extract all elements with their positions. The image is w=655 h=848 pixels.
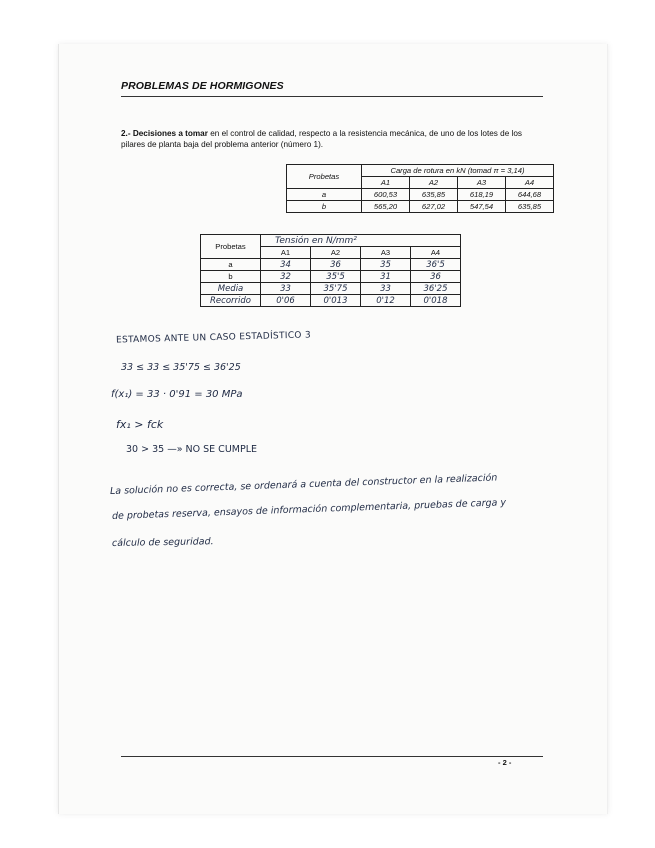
stress-table-caption: Tensión en N/mm² xyxy=(261,235,461,247)
conclusion-line: de probetas reserva, ensayos de información complementaria, pruebas de carga y xyxy=(111,497,507,522)
load-row-label: a xyxy=(287,189,362,201)
table-row xyxy=(201,295,461,307)
table-row xyxy=(287,201,554,213)
table-row xyxy=(201,283,461,295)
stress-cell: 33 xyxy=(261,283,311,295)
load-col-header: A2 xyxy=(410,177,458,189)
stress-cell: 36 xyxy=(411,271,461,283)
stress-row-label: a xyxy=(201,259,261,271)
stress-cell: 0'013 xyxy=(311,295,361,307)
work-line-statistical-case: ESTAMOS ANTE UN CASO ESTADÍSTICO 3 xyxy=(115,330,312,346)
load-cell: 547,54 xyxy=(458,201,506,213)
stress-cell: 0'018 xyxy=(411,295,461,307)
footer-divider xyxy=(121,756,543,757)
stress-cell: 35'5 xyxy=(311,271,361,283)
stress-col-header: A1 xyxy=(261,247,311,259)
problem-text: en el control de calidad, respecto a la resistencia mecánica, de uno de los lotes de los pilares de planta baja del problema anterior (número 1). xyxy=(121,129,522,149)
stress-cell: 36'25 xyxy=(411,283,461,295)
stress-table-row-header: Probetas xyxy=(201,235,261,259)
work-line-result: 30 > 35 —» NO SE CUMPLE xyxy=(126,444,257,455)
page-title: PROBLEMAS DE HORMIGONES xyxy=(121,80,284,92)
load-cell: 635,85 xyxy=(506,201,554,213)
stress-cell: 35'75 xyxy=(311,283,361,295)
load-cell: 644,68 xyxy=(506,189,554,201)
stress-cell: 31 xyxy=(361,271,411,283)
load-cell: 627,02 xyxy=(410,201,458,213)
problem-statement xyxy=(121,128,546,150)
table-row xyxy=(287,189,554,201)
work-line-condition: fx₁ > fck xyxy=(116,418,164,431)
stress-cell: 36'5 xyxy=(411,259,461,271)
stress-cell: 36 xyxy=(311,259,361,271)
conclusion-line: cálculo de seguridad. xyxy=(111,536,214,549)
conclusion-line: La solución no es correcta, se ordenará a cuenta del constructor en la realización xyxy=(109,472,498,497)
stress-col-header: A2 xyxy=(311,247,361,259)
table-row xyxy=(201,259,461,271)
stress-cell: 0'12 xyxy=(361,295,411,307)
load-table xyxy=(286,164,554,213)
stress-row-label: Recorrido xyxy=(201,295,261,307)
load-cell: 600,53 xyxy=(362,189,410,201)
stress-table xyxy=(200,234,461,307)
stress-col-header: A4 xyxy=(411,247,461,259)
work-line-inequality: 33 ≤ 33 ≤ 35'75 ≤ 36'25 xyxy=(121,362,241,373)
load-cell: 618,19 xyxy=(458,189,506,201)
load-table-caption: Carga de rotura en kN (tomad π = 3,14) xyxy=(362,165,554,177)
problem-number: 2.- xyxy=(121,129,131,138)
work-line-formula: f(x₁) = 33 · 0'91 = 30 MPa xyxy=(111,389,243,400)
table-row xyxy=(201,271,461,283)
stress-cell: 0'06 xyxy=(261,295,311,307)
load-row-label: b xyxy=(287,201,362,213)
load-col-header: A3 xyxy=(458,177,506,189)
stress-cell: 33 xyxy=(361,283,411,295)
load-table-row-header: Probetas xyxy=(287,165,362,189)
stress-cell: 35 xyxy=(361,259,411,271)
stress-row-label: b xyxy=(201,271,261,283)
stress-col-header: A3 xyxy=(361,247,411,259)
load-col-header: A1 xyxy=(362,177,410,189)
stress-cell: 34 xyxy=(261,259,311,271)
stress-row-label: Media xyxy=(201,283,261,295)
header-divider xyxy=(121,96,543,97)
load-cell: 565,20 xyxy=(362,201,410,213)
stress-cell: 32 xyxy=(261,271,311,283)
problem-lead: Decisiones a tomar xyxy=(132,129,208,138)
page-number: - 2 - xyxy=(498,758,512,767)
load-col-header: A4 xyxy=(506,177,554,189)
load-cell: 635,85 xyxy=(410,189,458,201)
